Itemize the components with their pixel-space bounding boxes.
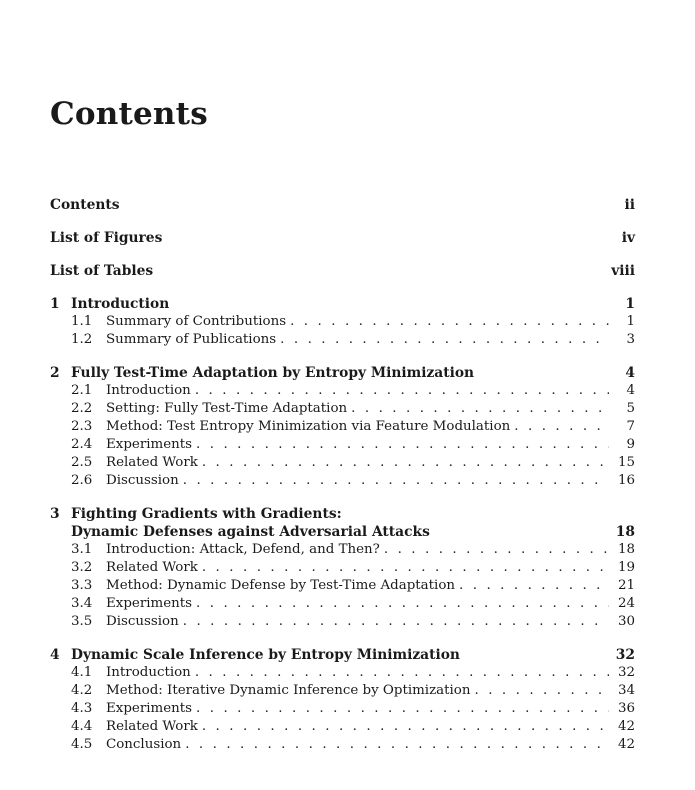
chapter-page: 18 [615, 524, 635, 540]
toc-section-1-2[interactable] [50, 331, 635, 349]
toc-section-4-3[interactable] [50, 700, 635, 718]
toc-entry-title: List of Tables [50, 263, 154, 279]
dot-leader [459, 577, 609, 595]
toc-section-4-5[interactable] [50, 736, 635, 754]
toc-chapter-2[interactable] [50, 364, 635, 382]
section-number: 2.6 [71, 473, 93, 488]
toc-section-1-1[interactable] [50, 313, 635, 331]
dot-leader [196, 436, 609, 454]
toc-section-2-3[interactable] [50, 418, 635, 436]
section-number: 4.3 [71, 701, 93, 716]
section-title: Experiments [106, 437, 193, 452]
toc-entry-title: Contents [50, 197, 120, 213]
section-page: 36 [617, 701, 635, 716]
section-number: 2.1 [71, 383, 93, 398]
section-number: 2.4 [71, 437, 93, 452]
section-title: Introduction: Attack, Defend, and Then? [106, 542, 380, 557]
section-page: 21 [617, 578, 635, 593]
section-number: 3.5 [71, 614, 93, 629]
section-title: Summary of Contributions [106, 314, 287, 329]
chapter-number: 1 [50, 296, 60, 312]
section-page: 5 [626, 401, 635, 416]
dot-leader [514, 418, 609, 436]
dot-leader [183, 472, 609, 490]
section-title: Method: Iterative Dynamic Inference by Optimization [106, 683, 471, 698]
section-number: 1.1 [71, 314, 93, 329]
section-number: 1.2 [71, 332, 93, 347]
section-number: 4.5 [71, 737, 93, 752]
toc-chapter-3-continued[interactable] [50, 523, 635, 541]
section-page: 3 [626, 332, 635, 347]
section-title: Related Work [106, 455, 198, 470]
dot-leader [183, 613, 609, 631]
chapter-number: 3 [50, 506, 60, 522]
chapter-page: 4 [625, 365, 635, 381]
toc-section-2-5[interactable] [50, 454, 635, 472]
section-title: Experiments [106, 596, 193, 611]
toc-chapter-3[interactable] [50, 505, 635, 523]
dot-leader [195, 382, 609, 400]
section-number: 2.2 [71, 401, 93, 416]
section-number: 2.3 [71, 419, 93, 434]
section-page: 4 [626, 383, 635, 398]
toc-chapter-4[interactable] [50, 646, 635, 664]
toc-section-3-3[interactable] [50, 577, 635, 595]
section-page: 30 [617, 614, 635, 629]
toc-section-2-4[interactable] [50, 436, 635, 454]
section-number: 2.5 [71, 455, 93, 470]
chapter-title-line-2: Dynamic Defenses against Adversarial Attacks [71, 524, 430, 540]
section-number: 4.2 [71, 683, 93, 698]
section-title: Discussion [106, 614, 179, 629]
section-title: Setting: Fully Test-Time Adaptation [106, 401, 348, 416]
section-page: 15 [617, 455, 635, 470]
section-number: 4.4 [71, 719, 93, 734]
page-title: Contents [50, 96, 208, 132]
chapter-number: 4 [50, 647, 60, 663]
section-page: 16 [617, 473, 635, 488]
section-page: 18 [617, 542, 635, 557]
chapter-page: 32 [615, 647, 635, 663]
chapter-title: Introduction [71, 296, 170, 312]
section-page: 42 [617, 719, 635, 734]
section-title: Conclusion [106, 737, 182, 752]
toc-section-3-4[interactable] [50, 595, 635, 613]
dot-leader [185, 736, 609, 754]
dot-leader [202, 454, 609, 472]
section-title: Related Work [106, 560, 198, 575]
section-page: 9 [626, 437, 635, 452]
section-number: 3.1 [71, 542, 93, 557]
toc-section-4-2[interactable] [50, 682, 635, 700]
toc-entry-page: viii [611, 263, 635, 279]
section-page: 34 [617, 683, 635, 698]
section-page: 7 [626, 419, 635, 434]
toc-section-3-2[interactable] [50, 559, 635, 577]
section-number: 3.3 [71, 578, 93, 593]
section-number: 3.2 [71, 560, 93, 575]
section-page: 19 [617, 560, 635, 575]
section-title: Method: Dynamic Defense by Test-Time Adaptation [106, 578, 456, 593]
chapter-title: Fully Test-Time Adaptation by Entropy Minimization [71, 365, 475, 381]
toc-entry-page: ii [624, 197, 635, 213]
toc-section-2-1[interactable] [50, 382, 635, 400]
dot-leader [351, 400, 609, 418]
dot-leader [474, 682, 609, 700]
toc-entry-list-of-figures[interactable] [50, 229, 635, 247]
dot-leader [196, 700, 609, 718]
dot-leader [280, 331, 609, 349]
table-of-contents [50, 196, 635, 754]
section-title: Introduction [106, 665, 191, 680]
section-page: 1 [626, 314, 635, 329]
toc-section-3-1[interactable] [50, 541, 635, 559]
section-title: Discussion [106, 473, 179, 488]
chapter-number: 2 [50, 365, 60, 381]
toc-section-4-1[interactable] [50, 664, 635, 682]
toc-section-3-5[interactable] [50, 613, 635, 631]
section-title: Related Work [106, 719, 198, 734]
toc-section-4-4[interactable] [50, 718, 635, 736]
toc-entry-page: iv [621, 230, 635, 246]
toc-section-2-6[interactable] [50, 472, 635, 490]
dot-leader [290, 313, 609, 331]
section-title: Summary of Publications [106, 332, 277, 347]
dot-leader [202, 559, 609, 577]
section-page: 24 [617, 596, 635, 611]
toc-entry-contents[interactable] [50, 196, 635, 214]
toc-entry-list-of-tables[interactable] [50, 262, 635, 280]
toc-chapter-1[interactable] [50, 295, 635, 313]
dot-leader [202, 718, 609, 736]
chapter-page: 1 [625, 296, 635, 312]
section-page: 32 [617, 665, 635, 680]
section-number: 3.4 [71, 596, 93, 611]
section-title: Experiments [106, 701, 193, 716]
chapter-title: Dynamic Scale Inference by Entropy Minimization [71, 647, 460, 663]
dot-leader [195, 664, 609, 682]
section-title: Method: Test Entropy Minimization via Feature Modulation [106, 419, 511, 434]
section-number: 4.1 [71, 665, 93, 680]
toc-entry-title: List of Figures [50, 230, 163, 246]
dot-leader [384, 541, 609, 559]
section-page: 42 [617, 737, 635, 752]
section-title: Introduction [106, 383, 191, 398]
chapter-title-line-1: Fighting Gradients with Gradients: [71, 506, 342, 522]
dot-leader [196, 595, 609, 613]
toc-section-2-2[interactable] [50, 400, 635, 418]
